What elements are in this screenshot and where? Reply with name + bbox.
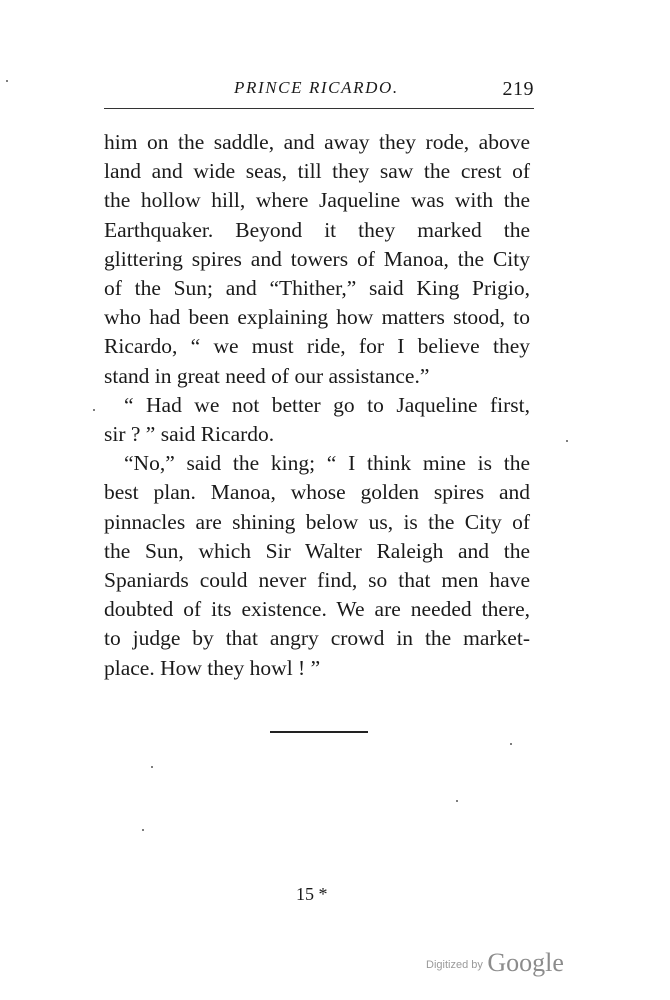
text-line: Spaniards could never find, so that men have (104, 568, 530, 593)
text-line: pinnacles are shining below us, is the City of (104, 509, 530, 534)
text-line: best plan. Manoa, whose golden spires and (104, 480, 530, 505)
digitized-watermark (426, 948, 564, 978)
scan-speck (510, 743, 512, 745)
body-text (104, 128, 530, 683)
text-line: place. How they howl ! ” (104, 655, 321, 680)
text-line: the Sun, which Sir Walter Raleigh and the (104, 538, 530, 563)
running-title: PRINCE RICARDO. (234, 78, 399, 97)
scan-speck (93, 409, 95, 411)
text-line: of the Sun; and “Thither,” said King Prigio, (104, 276, 530, 301)
text-line: the hollow hill, where Jaqueline was with the (104, 188, 530, 213)
scan-speck (566, 440, 568, 442)
section-divider (270, 731, 368, 733)
text-line: land and wide seas, till they saw the crest of (104, 159, 530, 184)
signature-mark: 15 * (296, 884, 328, 904)
text-line: who had been explaining how matters stood, to (104, 305, 530, 330)
text-line: “ Had we not better go to Jaqueline first, (124, 392, 530, 417)
text-line: stand in great need of our assistance.” (104, 363, 430, 388)
text-line: him on the saddle, and away they rode, above (104, 130, 530, 154)
text-line: Ricardo, “ we must ride, for I believe they (104, 334, 530, 359)
page-number: 219 (502, 78, 534, 100)
scan-speck (456, 800, 458, 802)
watermark-brand: Google (487, 948, 564, 977)
scan-speck (151, 766, 153, 768)
text-line: sir ? ” said Ricardo. (104, 422, 275, 447)
text-line: doubted of its existence. We are needed there, (104, 597, 530, 622)
text-line: glittering spires and towers of Manoa, the City (104, 246, 530, 271)
running-header (104, 78, 534, 104)
text-line: Earthquaker. Beyond it they marked the (104, 217, 530, 242)
scan-speck (6, 80, 8, 82)
header-rule (104, 108, 534, 109)
scan-speck (142, 829, 144, 831)
watermark-prefix: Digitized by (426, 959, 483, 971)
text-line: to judge by that angry crowd in the market- (104, 626, 530, 651)
text-line: “No,” said the king; “ I think mine is the (124, 451, 530, 476)
